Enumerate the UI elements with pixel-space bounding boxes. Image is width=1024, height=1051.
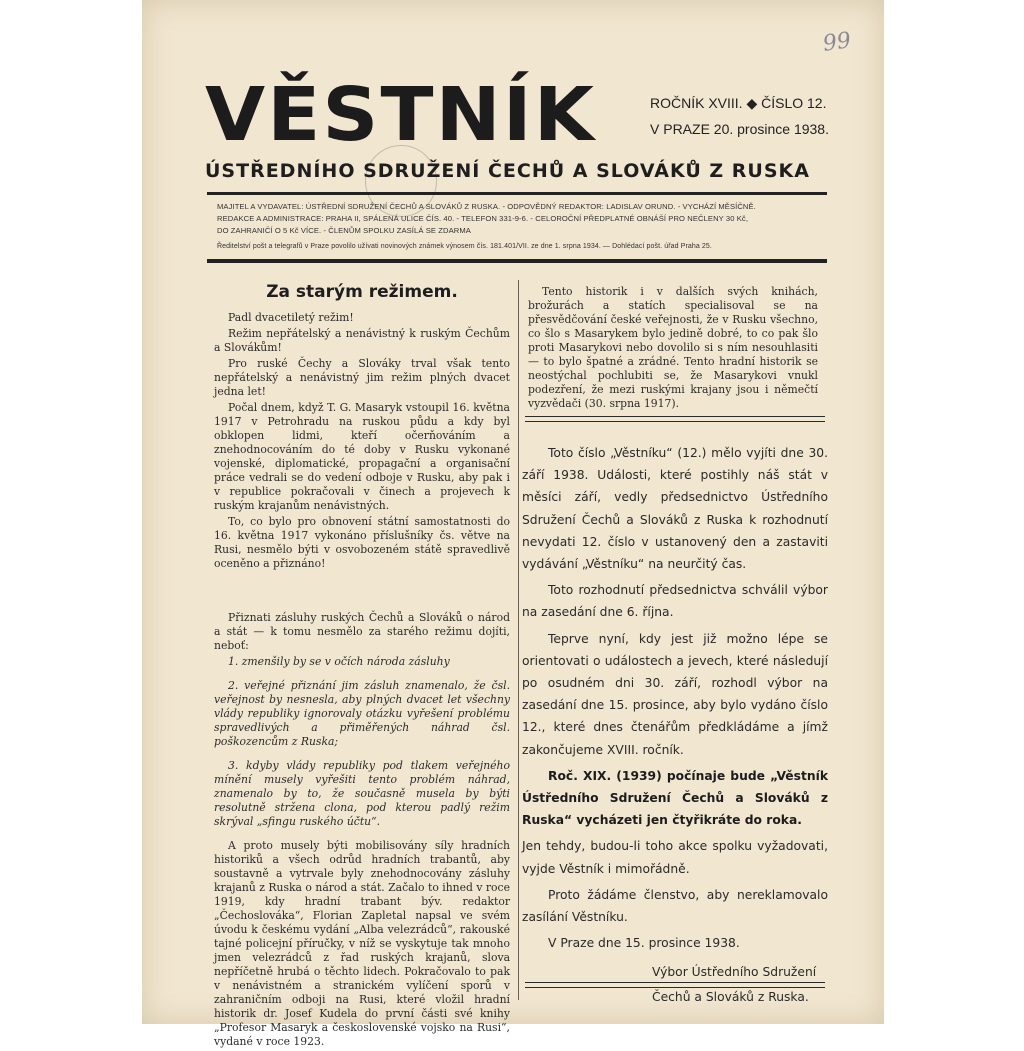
imprint-line: MAJITEL A VYDAVATEL: ÚSTŘEDNÍ SDRUŽENÍ ČECHŮ A SLOVÁKŮ Z RUSKA. - ODPOVĚDNÝ REDAKTOR: LADISLAV ORUND. - VYCHÁZÍ MĚSÍČNĚ. [217,202,756,211]
article-paragraph: Přiznati zásluhy ruských Čechů a Slováků o národ a stát — k tomu nesmělo za starého režimu dojíti, neboť: [214,611,510,652]
article-left-column [214,282,510,1051]
masthead-title: VĚSTNÍK [205,72,597,158]
notice-paragraph: Proto žádáme členstvo, aby nereklamovalo zasílání Věstníku. [522,887,828,925]
double-rule-bottom [525,982,825,988]
issue-date: V PRAZE 20. prosince 1938. [650,121,829,137]
issue-info [650,90,829,142]
article-paragraph: To, co bylo pro obnovení státní samostatnosti do 16. května 1917 vykonáno příslušníky čs. větve na Rusi, nesmělo býti v osvobozeném státě spravedlivě oceněno a přiznáno! [214,515,510,570]
article-paragraph: Režim nepřátelský a nenávistný k ruským Čechům a Slovákům! [214,327,510,354]
notice-signature-2: Čechů a Slováků z Ruska. [652,990,809,1005]
article-paragraph: Padl dvacetiletý režim! [228,311,354,324]
pencil-note: 99 [821,28,853,57]
notice-column [522,442,828,1012]
notice-signature-1: Výbor Ústředního Sdružení [652,965,817,980]
article-headline: Za starým režimem. [266,282,458,302]
notice-paragraph: Toto rozhodnutí předsednictva schválil výbor na zasedání dne 6. října. [522,583,828,620]
article-italic-point: 3. kdyby vlády republiky pod tlakem veřejného mínění musely vyřešiti tento problém náhrad, znamenalo by to, že současně musela by býti resolutně stržena clona, pod kterou padlý režim skrýval „sfingu ruského účtu“. [214,759,510,828]
article-spacer [214,573,510,611]
notice-paragraph: Toto číslo „Věstníku“ (12.) mělo vyjíti dne 30. září 1938. Události, které postihly náš stát v měsíci září, vedly předsednictvo Ústředního Sdružení Čechů a Slováků z Ruska k rozhodnutí nevydati 12. číslo v ustanovený den a zastaviti vydávání „Věstníku“ na neurčitý čas. [522,446,828,572]
masthead-subtitle: ÚSTŘEDNÍHO SDRUŽENÍ ČECHŮ A SLOVÁKŮ Z RUSKA [205,160,810,182]
article-paragraph: Počal dnem, když T. G. Masaryk vstoupil 16. května 1917 v Petrohradu na ruskou půdu a kdy byl obklopen lidmi, kteří očerňováním a znehodnocováním do té doby v Rusku vykonané vojenské, diplomatické, propagační a organisační práce vedrali se do vedení odboje v Rusku, aby pak i v republice pokračovali v činech a projevech k ruským krajanům nenávistných. [214,401,510,512]
article-italic-point: 2. veřejné přiznání jim zásluh znamenalo, že čsl. veřejnost by nesnesla, aby plných dvacet let všechny vlády republiky ignorovaly otázku vyřešení problému spravedlivých a přiměřených náhrad čsl. poškozencům z Ruska; [214,679,510,748]
notice-bold-paragraph: Roč. XIX. (1939) počínaje bude „Věstník Ústředního Sdružení Čechů a Slováků z Ruska“ vycházeti jen čtyřikráte do roka. [522,768,828,828]
double-rule-top [525,416,825,422]
column-divider [518,280,519,1000]
issue-number: ROČNÍK XVIII. ◆ ČÍSLO 12. [650,95,827,111]
article-continuation [528,285,818,411]
article-italic-point: 1. zmenšily by se v očích národa zásluhy [228,655,450,668]
imprint-line: DO ZAHRANIČÍ O 5 Kč VÍCE. - ČLENŮM SPOLKU ZASÍLÁ SE ZDARMA [217,226,471,235]
continuation-paragraph: Tento historik i v dalších svých knihách, brožurách a statích specialisoval se na přesvědčování české veřejnosti, že v Rusku všechno, co šlo s Masarykem bylo jedině dobré, to co pak šlo proti Masarykovi nebo dovolilo si s ním nesouhlasiti — to bylo špatné a zrádné. Tento hradní historik se neostýchal pochlubiti se, že Masarykovi vnukl podezření, že mezi ruskými krajany jsou i němečtí vyzvědači (30. srpna 1917). [528,285,818,410]
imprint-postal-note: Ředitelství pošt a telegrafů v Praze povolilo užívati novinových známek výnosem čís. 181.401/VII. ze dne 1. srpna 1934. — Dohlédací pošt. úřad Praha 25. [217,243,712,250]
imprint-line: REDAKCE A ADMINISTRACE: PRAHA II, SPÁLENÁ ULICE ČÍS. 40. - TELEFON 331-9-6. - CELOROČNÍ PŘEDPLATNÉ OBNÁŠÍ PRO NEČLENY 30 Kč, [217,214,749,223]
notice-date: V Praze dne 15. prosince 1938. [548,936,740,951]
notice-paragraph: Teprve nyní, kdy jest již možno lépe se orientovati o událostech a jevech, které následují po osudném dni 30. září, rozhodl výbor na zasedání dne 15. prosince, aby bylo vydáno číslo 12., které dnes čtenářům předkládáme a jímž zakončujeme XVIII. ročník. [522,631,828,757]
imprint-box [207,192,827,263]
article-paragraph: A proto musely býti mobilisovány síly hradních historiků a všech odrůd hradních trabantů, aby soustavně a vytrvale byly znehodnocovány zásluhy krajanů z Ruska o národ a stát. Začalo to ihned v roce 1919, kdy hradní trabant býv. redaktor „Čechoslováka“, Florian Zapletal napsal ve svém úvodu k českému vydání „Alba velezrádců“, rakouské tajné policejní příručky, v níž se vyskytuje tak mnoho jmen velezrádců z řad ruských krajanů, slova nepříčetně hrubá o těchto lidech. Pokračovalo to pak v nenávistném a stranickém vylíčení sporů v zahraničním odboji na Rusi, které vložil hradní historik dr. Josef Kudela do první části své knihy „Profesor Masaryk a československé vojsko na Rusi“, vydané v roce 1923. [214,839,510,1048]
article-paragraph: Pro ruské Čechy a Slováky trval však tento nepřátelský a nenávistný jim režim plných dvacet jedna let! [214,357,510,398]
notice-paragraph: Jen tehdy, budou-li toho akce spolku vyžadovati, vyjde Věstník i mimořádně. [522,839,828,876]
